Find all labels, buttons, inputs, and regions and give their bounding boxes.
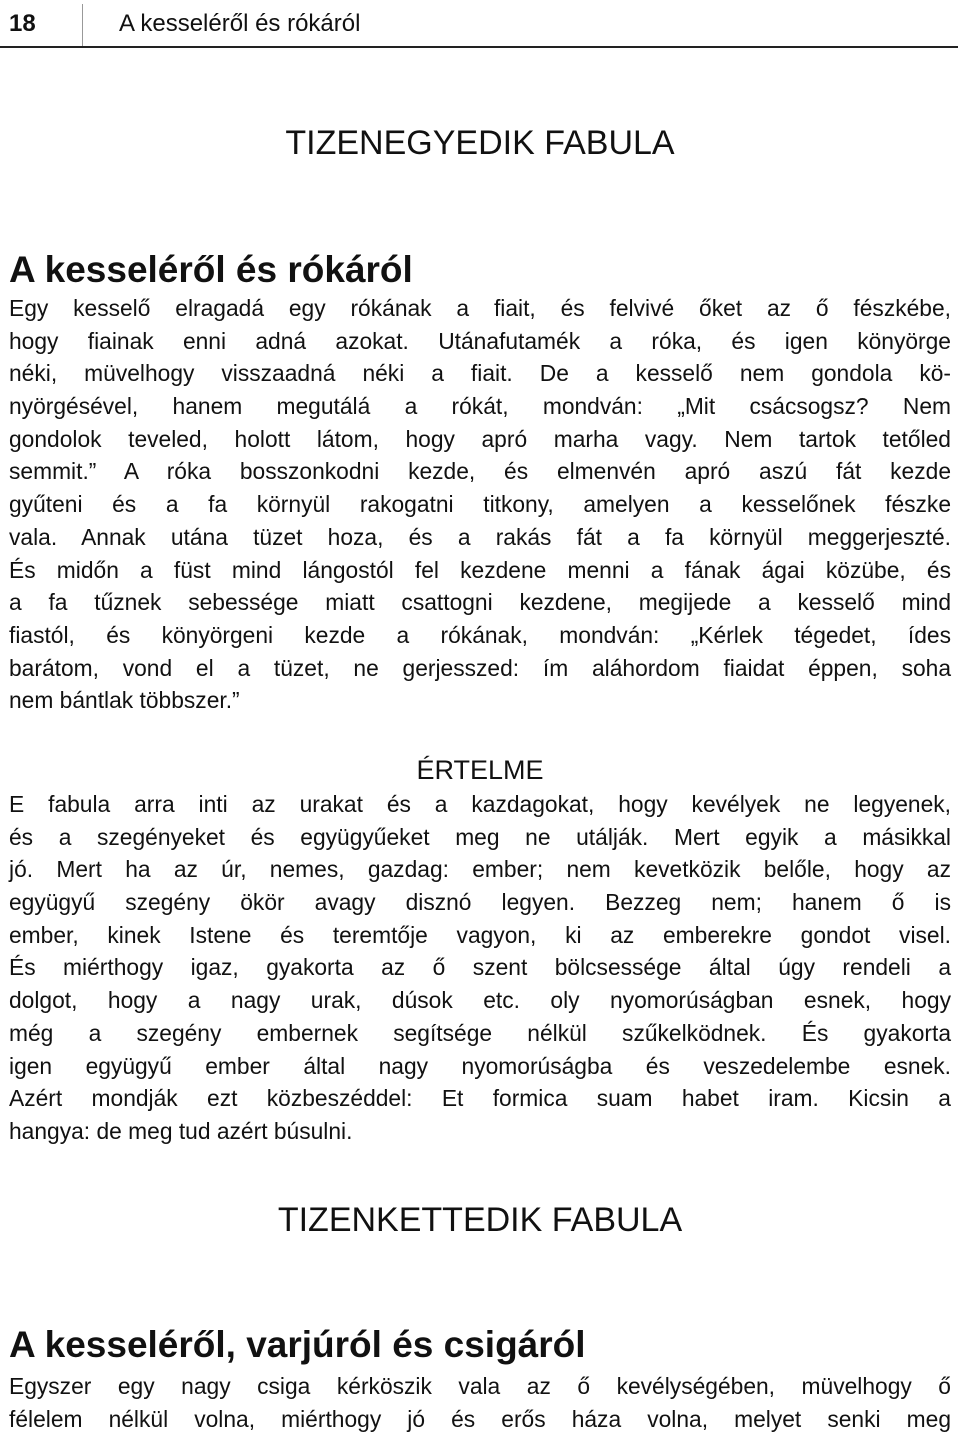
text-line: És miérthogy igaz, gyakorta az ő szent bölcsessége által úgy rendeli a <box>9 954 951 981</box>
text-line: gyűteni és a fa környül rakogatni titkony, amelyen a kesselőnek fészke <box>9 491 951 518</box>
page-header <box>0 0 958 48</box>
text-line: E fabula arra inti az urakat és a kazdagokat, hogy kevélyek ne legyenek, <box>9 791 951 817</box>
text-line: hangya: de meg tud azért búsulni. <box>9 1117 353 1144</box>
text-line: És midőn a füst mind lángostól fel kezdene menni a fának ágai közübe, és <box>9 556 951 583</box>
running-title: A kesseléről és rókáról <box>119 10 361 37</box>
text-line: a fa tűznek sebessége miatt csattogni kezdene, megijede a kesselő mind <box>9 589 951 616</box>
text-line: ember, kinek Istene és teremtője vagyon, ki az emberekre gondot visel. <box>9 921 951 948</box>
text-line: dolgot, hogy a nagy urak, dúsok etc. oly nyomorúságban esnek, hogy <box>9 987 951 1014</box>
text-line: nem bántlak többszer.” <box>9 687 240 714</box>
text-line: jó. Mert ha az úr, nemes, gazdag: ember; nem kevetközik belőle, hogy az <box>9 856 951 883</box>
fable-11-title: A kesseléről és rókáról <box>9 249 413 290</box>
text-line: vala. Annak utána tüzet hoza, és a rakás fát a fa környül meggerjeszté. <box>9 523 951 550</box>
text-line: Egy kesselő elragadá egy rókának a fiait, és felvivé őket az ő fészkébe, <box>9 295 951 321</box>
page-number: 18 <box>9 10 36 37</box>
text-line: Egyszer egy nagy csiga kérköszik vala az ő kevélységében, müvelhogy ő <box>9 1373 951 1399</box>
text-line: barátom, vond el a tüzet, ne gerjesszed: ím aláhordom fiaidat éppen, soha <box>9 654 951 681</box>
text-line: együgyű szegény ökör avagy disznó legyen. Bezzeg nem; hanem ő is <box>9 889 951 916</box>
text-line: Azért mondják ezt közbeszéddel: Et formica suam habet iram. Kicsin a <box>9 1085 951 1112</box>
text-line: néki, müvelhogy visszaadná néki a fiait. De a kesselő nem gondola kö- <box>9 360 951 387</box>
text-line: félelem nélkül volna, miérthogy jó és erős háza volna, melyet senki meg <box>9 1405 951 1432</box>
header-divider <box>82 4 83 46</box>
fable-11-body <box>9 292 951 717</box>
text-line: hogy fiainak enni adná azokat. Utánafutamék a róka, és igen könyörge <box>9 327 951 354</box>
moral-body <box>9 788 951 1148</box>
text-line: nyörgésével, hanem megutálá a rókát, mondván: „Mit csácsogsz? Nem <box>9 393 951 420</box>
text-line: igen együgyű ember által nagy nyomorúságba és veszedelembe esnek. <box>9 1052 951 1079</box>
fable-11-number-heading: TIZENEGYEDIK FABULA <box>285 124 675 162</box>
moral-heading: ÉRTELME <box>416 755 544 785</box>
text-line: és a szegényeket és együgyűeket meg ne utálják. Mert egyik a másikkal <box>9 823 951 850</box>
text-line: gondolok teveled, holott látom, hogy apró marha vagy. Nem tartok tetőled <box>9 425 951 452</box>
text-line: fiastól, és könyörgeni kezde a rókának, mondván: „Kérlek tégedet, ídes <box>9 621 951 648</box>
text-line: még a szegény embernek segítsége nélkül szűkelködnek. És gyakorta <box>9 1019 951 1046</box>
text-line: semmit.” A róka bosszonkodni kezde, és elmenvén apró aszú fát kezde <box>9 458 951 485</box>
fable-12-number-heading: TIZENKETTEDIK FABULA <box>277 1201 683 1239</box>
fable-12-title: A kesseléről, varjúról és csigáról <box>9 1324 586 1365</box>
fable-12-body <box>9 1370 951 1435</box>
